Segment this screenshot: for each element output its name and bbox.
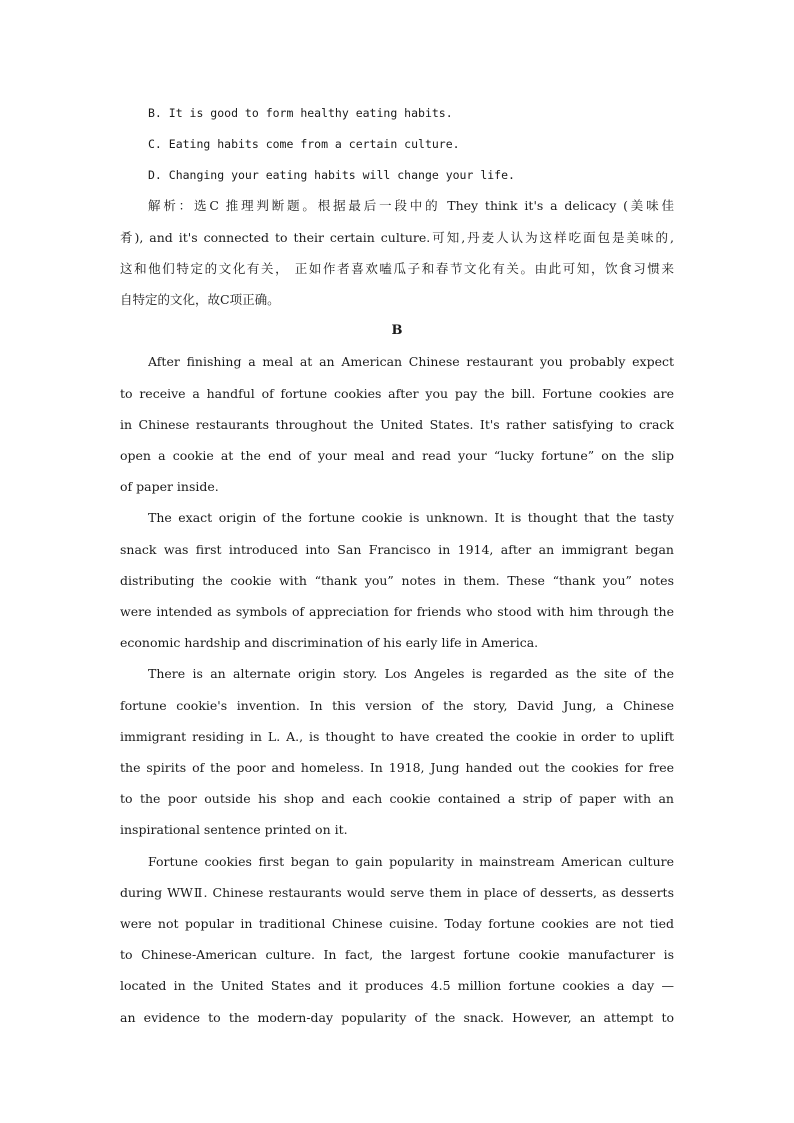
- passage-line: distributing the cookie with “thank you” notes in them. These “thank you” notes: [120, 573, 674, 588]
- passage-line: fortune cookie's invention. In this version of the story, David Jung, a Chinese: [120, 698, 674, 713]
- analysis-line: 这和他们特定的文化有关， 正如作者喜欢嗑瓜子和春节文化有关。由此可知，饮食习惯来: [120, 261, 674, 276]
- analysis-line: 自特定的文化，故C项正确。: [120, 292, 280, 307]
- passage-line: inspirational sentence printed on it.: [120, 822, 348, 837]
- analysis-line: 肴), and it's connected to their certain culture.可知,丹麦人认为这样吃面包是美味的,: [120, 230, 674, 245]
- passage-line: to receive a handful of fortune cookies after you pay the bill. Fortune cookies are: [120, 386, 674, 401]
- passage-line: an evidence to the modern-day popularity of the snack. However, an attempt to: [120, 1010, 674, 1025]
- option-b: B. It is good to form healthy eating habits.: [148, 106, 453, 120]
- passage-line: There is an alternate origin story. Los Angeles is regarded as the site of the: [148, 666, 674, 681]
- passage-line: immigrant residing in L. A., is thought to have created the cookie in order to uplift: [120, 729, 674, 744]
- passage-line: to the poor outside his shop and each cookie contained a strip of paper with an: [120, 791, 674, 806]
- passage-line: in Chinese restaurants throughout the United States. It's rather satisfying to crack: [120, 417, 674, 432]
- passage-line: during WWⅡ. Chinese restaurants would serve them in place of desserts, as desserts: [120, 885, 674, 900]
- passage-line: snack was first introduced into San Francisco in 1914, after an immigrant began: [120, 542, 674, 557]
- option-c: C. Eating habits come from a certain culture.: [148, 137, 460, 151]
- passage-line: economic hardship and discrimination of his early life in America.: [120, 635, 539, 650]
- section-heading: B: [391, 323, 403, 338]
- passage-line: of paper inside.: [120, 479, 219, 494]
- passage-line: were intended as symbols of appreciation for friends who stood with him through the: [120, 604, 674, 619]
- passage-line: After finishing a meal at an American Chinese restaurant you probably expect: [148, 354, 674, 369]
- passage-line: The exact origin of the fortune cookie is unknown. It is thought that the tasty: [148, 510, 674, 525]
- analysis-line: 解析：选C 推理判断题。根据最后一段中的 They think it's a delicacy (美味佳: [148, 198, 674, 213]
- passage-line: were not popular in traditional Chinese cuisine. Today fortune cookies are not tied: [120, 916, 674, 931]
- passage-line: the spirits of the poor and homeless. In 1918, Jung handed out the cookies for free: [120, 760, 674, 775]
- option-d: D. Changing your eating habits will change your life.: [148, 168, 515, 182]
- passage-line: open a cookie at the end of your meal and read your “lucky fortune” on the slip: [120, 448, 674, 463]
- passage-line: Fortune cookies first began to gain popularity in mainstream American culture: [148, 854, 674, 869]
- passage-line: located in the United States and it produces 4.5 million fortune cookies a day —: [120, 978, 674, 993]
- passage-line: to Chinese-American culture. In fact, the largest fortune cookie manufacturer is: [120, 947, 674, 962]
